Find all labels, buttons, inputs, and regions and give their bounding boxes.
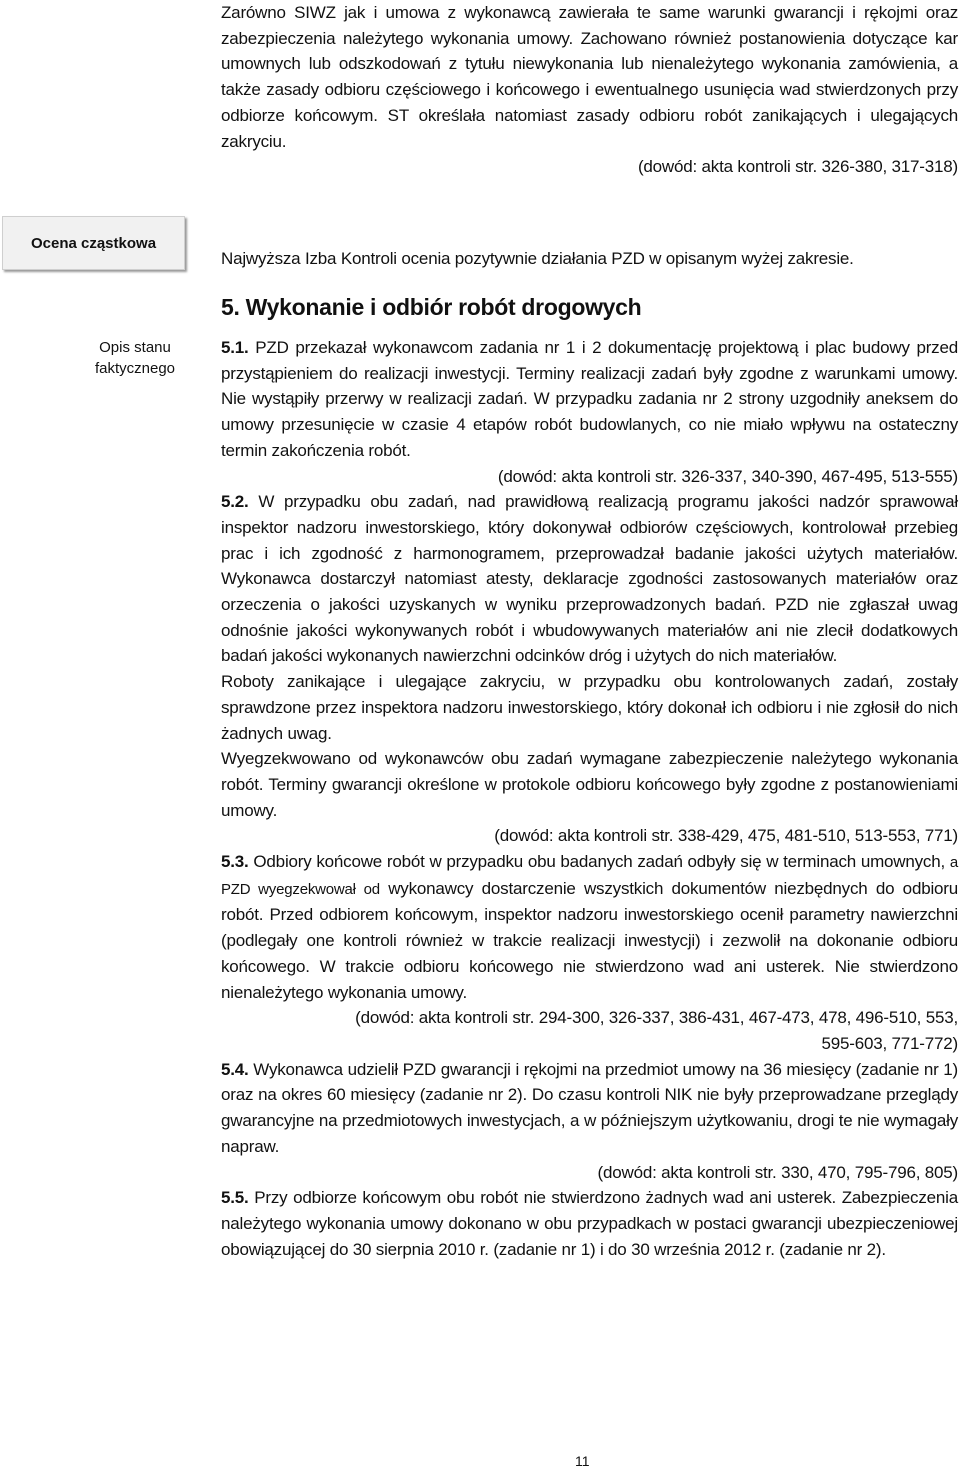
paragraph-5-2-zabezpieczenie: Wyegzekwowano od wykonawców obu zadań wymagane zabezpieczenie należytego wykonania robót. Terminy gwarancji określone w protokole odbioru końcowego były zgodne z postanowieniami umowy. [221,749,958,820]
ocena-block [221,246,958,272]
section-5 [221,292,958,322]
paragraph-5-1 [221,335,958,464]
paragraph-gwarancje: Zarówno SIWZ jak i umowa z wykonawcą zawierała te same warunki gwarancji i rękojmi oraz zabezpieczenia należytego wykonania umowy. Zachowano również postanowienia dotyczące kar umownych lub odszkodowań z tytułu niewykonania lub nienależytego wykonania zamówienia, a także zasady odbioru częściowego i końcowego i ewentualnego usunięcia wad stwierdzonych przy odbiorze końcowym. ST określała natomiast zasady odbioru robót zanikających i ulegających zakryciu. [221,3,958,151]
para-text: W przypadku obu zadań, nad prawidłową realizacją programu jakości nadzór sprawował inspektor nadzoru inwestorskiego, który dokonywał odbiorów częściowych, kontrolował przebieg prac i ich zgodność z harmonogramem, przeprowadzał badanie jakości użytych materiałów. Wykonawca dostarczył natomiast atesty, deklaracje zgodności zastosowanych materiałów oraz orzeczenia o jakości uzyskanych w wyniku przeprowadzonych badań. PZD nie zgłaszał uwag odnośnie jakości wykonywanych robót i wbudowywanych materiałów ani nie zlecił dodatkowych badań jakości wykonanych nawierzchni odcinków dróg i użytych do nich materiałów. [221,492,958,666]
para-text-small: a PZD wyegzekwował od [221,854,959,898]
page-number: 11 [575,1453,590,1469]
evidence-reference [239,1005,958,1056]
para-text: Wykonawca udzielił PZD gwarancji i rękojmi na przedmiot umowy na 36 miesięcy (zadanie nr 1) oraz na okres 60 miesięcy (zadanie nr 2). Do czasu kontroli NIK nie były przeprowadzane przeglądy gwarancyjne na przedmiotowych inwestycjach, a w późniejszym użytkowaniu, drogi te nie wymagały napraw. [221,1059,958,1156]
evidence-reference-line1: (dowód: akta kontroli str. 294-300, 326-337, 386-431, 467-473, 478, 496-510, 553, [355,1008,958,1028]
ocena-czastkowa-box [2,216,185,270]
ocena-text: Najwyższa Izba Kontroli ocenia pozytywnie działania PZD w opisanym wyżej zakresie. [221,249,854,268]
paragraph-5-2-roboty: Roboty zanikające i ulegające zakryciu, w przypadku obu kontrolowanych zadań, zostały sprawdzone przez inspektora nadzoru inwestorskiego, który dokonał ich odbioru i nie zgłosił do nich żadnych uwag. [221,672,958,743]
evidence-reference: (dowód: akta kontroli str. 338-429, 475, 481-510, 513-553, 771) [494,826,958,846]
para-text: wykonawcy dostarczenie wszystkich dokumentów niezbędnych do odbioru robót. Przed odbiorem końcowym, inspektor nadzoru inwestorskiego ocenił parametry nawierzchni (podlegały one kontroli również w trakcie realizacji inwestycji) i zezwolił na dokonanie odbioru końcowego. W trakcie odbioru końcowego nie stwierdzono wad ani usterek. Nie stwierdzono nienależytego wykonania umowy. [221,878,958,1002]
paragraph-5-3 [221,849,958,1005]
para-number: 5.5. [221,1188,249,1208]
para-number: 5.2. [221,492,249,512]
para-text: PZD przekazał wykonawcom zadania nr 1 i 2 dokumentację projektową i plac budowy przed przystąpieniem do realizacji inwestycji. Terminy realizacji zadań były zgodne z warunkami umowy. Nie wystąpiły przerwy w realizacji zadań. W przypadku zadania nr 2 strony uzgodniły aneksem do umowy przesunięcie w czasie 4 etapów robót budowlanych, co nie miało wpływu na ostateczny termin zakończenia robót. [221,338,958,460]
evidence-reference-line2: 595-603, 771-772) [821,1033,958,1053]
para-text: Przy odbiorze końcowym obu robót nie stwierdzono żadnych wad ani usterek. Zabezpieczenia należytego wykonania umowy dokonano w obu przypadkach w postaci gwarancji ubezpieczeniowej obowiązującej do 30 sierpnia 2010 r. (zadanie nr 1) i do 30 września 2012 r. (zadanie nr 2). [221,1188,958,1259]
evidence-reference: (dowód: akta kontroli str. 330, 470, 795-796, 805) [597,1162,958,1182]
para-number: 5.3. [221,852,249,872]
para-number: 5.4. [221,1059,249,1079]
section-heading: 5. Wykonanie i odbiór robót drogowych [221,294,642,320]
paragraph-5-2 [221,489,958,669]
evidence-reference: (dowód: akta kontroli str. 326-380, 317-318) [637,157,958,177]
ocena-czastkowa-label: Ocena cząstkowa [30,234,157,252]
top-block [221,0,958,180]
paragraph-5-4 [221,1057,958,1160]
evidence-reference: (dowód: akta kontroli str. 326-337, 340-390, 467-495, 513-555) [497,466,958,486]
opis-stanu-label [60,337,210,379]
opis-stanu-line1: Opis stanu [99,339,171,356]
paragraph-5-5 [221,1185,958,1262]
section-body [221,335,958,1262]
opis-stanu-line2: faktycznego [94,360,176,377]
para-number: 5.1. [221,338,249,357]
para-text: Odbiory końcowe robót w przypadku obu badanych zadań odbyły się w terminach umownych, [253,852,946,872]
